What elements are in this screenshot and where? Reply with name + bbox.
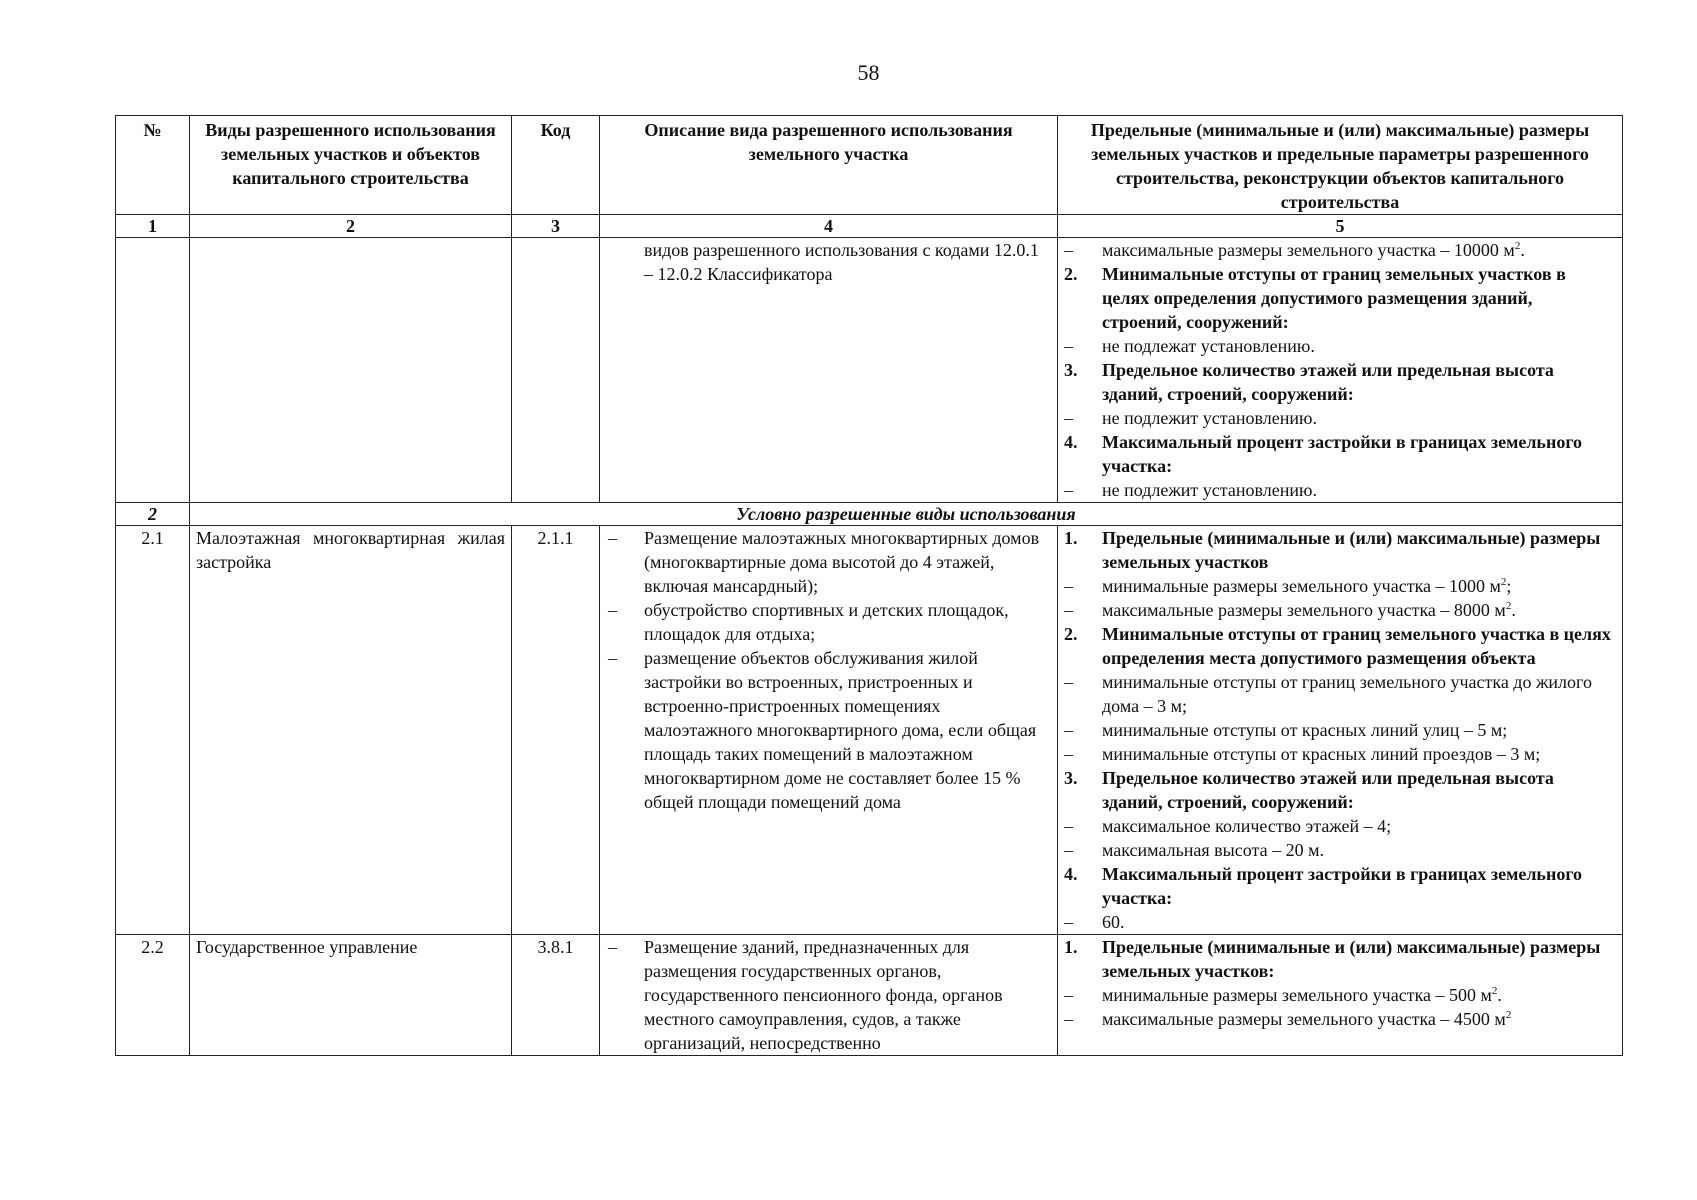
param-heading: 4. Максимальный процент застройки в границах земельного участка:	[1064, 432, 1583, 476]
column-number: 5	[1058, 215, 1623, 238]
param-heading: 3. Предельное количество этажей или предельная высота зданий, строений, сооружений:	[1064, 360, 1554, 404]
cell-code	[512, 238, 600, 503]
param-item: – минимальные размеры земельного участка – 1000 $м^2$;	[1064, 576, 1512, 596]
header-use-type: Виды разрешенного использования земельных участков и объектов капитального строительства	[190, 116, 512, 215]
cell-description	[600, 526, 1058, 935]
page-number: 58	[857, 60, 880, 85]
param-item: – максимальное количество этажей – 4;	[1064, 816, 1392, 836]
cell-description	[600, 935, 1058, 1056]
section-row	[116, 503, 1623, 526]
cell-number: 2.1	[116, 526, 190, 935]
cell-name	[190, 238, 512, 503]
description-item: – Размещение зданий, предназначенных для размещения государственных органов, государственного пенсионного фонда, органов местного самоуправления, судов, а также организаций, непосредственно	[608, 937, 1003, 1053]
param-heading: 3. Предельное количество этажей или предельная высота зданий, строений, сооружений:	[1064, 768, 1554, 812]
cell-code: 3.8.1	[512, 935, 600, 1056]
cell-number	[116, 238, 190, 503]
param-item: – минимальные отступы от границ земельного участка до жилого дома – 3 м;	[1064, 672, 1592, 716]
param-item: – максимальные размеры земельного участка – 4500 $м^2$	[1064, 1009, 1512, 1029]
header-number: №	[116, 116, 190, 215]
table-row	[116, 935, 1623, 1056]
param-item: – не подлежат установлению.	[1064, 336, 1315, 356]
cell-name: Малоэтажная многоквартирная жилая застройка	[190, 526, 512, 935]
cell-parameters	[1058, 238, 1623, 503]
cell-code: 2.1.1	[512, 526, 600, 935]
param-item: – минимальные отступы от красных линий проездов – 3 м;	[1064, 744, 1541, 764]
cell-number: 2.2	[116, 935, 190, 1056]
param-heading: 1. Предельные (минимальные и (или) максимальные) размеры земельных участков:	[1064, 937, 1601, 981]
column-number: 1	[116, 215, 190, 238]
cell-description	[600, 238, 1058, 503]
param-item: – максимальная высота – 20 м.	[1064, 840, 1324, 860]
column-number: 3	[512, 215, 600, 238]
column-number: 4	[600, 215, 1058, 238]
param-item: – минимальные отступы от красных линий улиц – 5 м;	[1064, 720, 1508, 740]
header-parameters: Предельные (минимальные и (или) максимальные) размеры земельных участков и предельные параметры разрешенного строительства, реконструкции объектов капитального строительства	[1058, 116, 1623, 215]
param-item: – максимальные размеры земельного участка – 8000 $м^2$.	[1064, 600, 1516, 620]
cell-parameters	[1058, 526, 1623, 935]
description-item: – размещение объектов обслуживания жилой застройки во встроенных, пристроенных и встроенно-пристроенных помещениях малоэтажного многоквартирного дома, если общая площадь таких помещений в малоэтажном многоквартирном доме не составляет более 15 % общей площади помещений дома	[608, 648, 1037, 812]
description-text: видов разрешенного использования с кодами 12.0.1 – 12.0.2 Классификатора	[644, 240, 1039, 284]
header-description: Описание вида разрешенного использования земельного участка	[600, 116, 1058, 215]
param-item: – не подлежит установлению.	[1064, 408, 1317, 428]
header-code: Код	[512, 116, 600, 215]
param-item: – максимальные размеры земельного участка – 10000 $м^2$.	[1064, 240, 1525, 260]
description-item: – обустройство спортивных и детских площадок, площадок для отдыха;	[608, 600, 1009, 644]
param-heading: 4. Максимальный процент застройки в границах земельного участка:	[1064, 864, 1583, 908]
param-item: – не подлежит установлению.	[1064, 480, 1317, 500]
column-number-row	[116, 215, 1623, 238]
land-use-table	[115, 115, 1623, 1056]
param-item: – 60.	[1064, 912, 1125, 932]
table-header-row	[116, 116, 1623, 215]
param-heading: 1. Предельные (минимальные и (или) максимальные) размеры земельных участков	[1064, 528, 1601, 572]
cell-name: Государственное управление	[190, 935, 512, 1056]
param-heading: 2. Минимальные отступы от границ земельного участка в целях определения места допустимого размещения объекта	[1064, 624, 1611, 668]
section-number: 2	[116, 503, 190, 526]
param-heading: 2. Минимальные отступы от границ земельных участков в целях определения допустимого размещения зданий, строений, сооружений:	[1064, 264, 1566, 332]
table-row-continuation	[116, 238, 1623, 503]
param-item: – минимальные размеры земельного участка – 500 $м^2$.	[1064, 985, 1502, 1005]
column-number: 2	[190, 215, 512, 238]
table-row	[116, 526, 1623, 935]
cell-parameters	[1058, 935, 1623, 1056]
description-item: – Размещение малоэтажных многоквартирных домов (многоквартирные дома высотой до 4 этажей, включая мансардный);	[608, 528, 1040, 596]
section-title: Условно разрешенные виды использования	[190, 503, 1623, 526]
